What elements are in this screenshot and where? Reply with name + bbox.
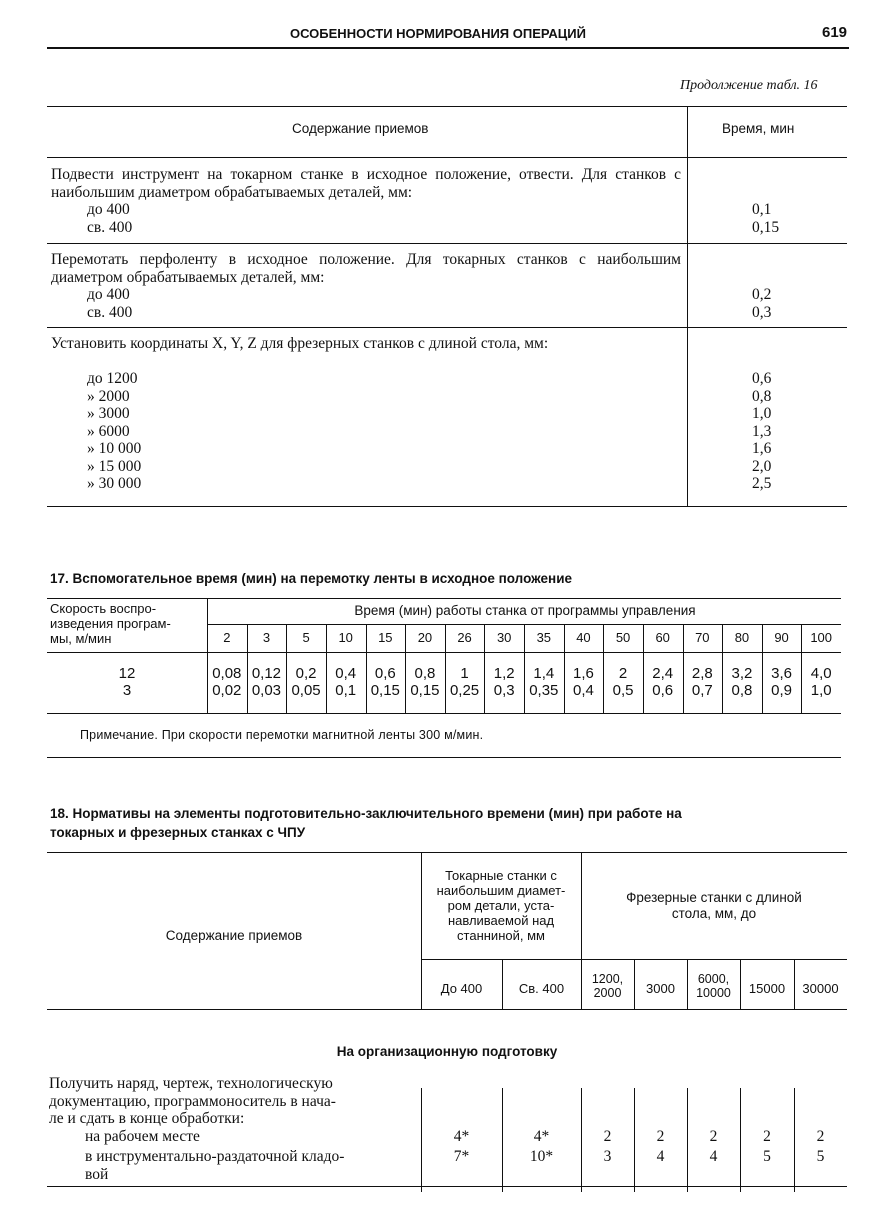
table18-subcolumn-divider — [794, 959, 795, 1009]
table18-top-rule — [47, 852, 847, 853]
table17-value-cell: 0,15 — [370, 682, 400, 699]
continuation-label: Продолжение табл. 16 — [680, 78, 818, 93]
table17-value-cell: 0,6 — [374, 665, 396, 682]
table17-value-cell: 0,2 — [295, 665, 317, 682]
table18-title-line1: 18. Нормативы на элементы подготовительно-заключительного времени (мин) при работе на — [50, 806, 682, 821]
table16-row-value: 1,6 — [752, 440, 772, 457]
table18-milling-header: Фрезерные станки с длиной стола, мм, до — [626, 890, 802, 921]
table16-group-text: Подвести инструмент на токарном станке в исходное положение, отвести. Для станков с наибольшим диаметром обрабатываемых деталей, мм: — [51, 166, 681, 201]
table17-value-cell: 3,2 — [731, 665, 753, 682]
table16-row-label: до 400 — [87, 201, 130, 218]
table17-note-rule — [47, 757, 841, 758]
table17-value-cell: 3,6 — [771, 665, 792, 682]
table17-value-cell: 2 — [618, 665, 628, 682]
table16-row-label: » 15 000 — [87, 458, 142, 475]
table18-value-cell: 10* — [529, 1148, 554, 1165]
table18-value-cell: 4 — [656, 1148, 665, 1165]
table17-column-header: 60 — [655, 630, 670, 645]
table18-section-title: На организационную подготовку — [336, 1044, 558, 1059]
table17-value-cell: 0,1 — [335, 682, 357, 699]
table18-value-cell: 4* — [533, 1128, 550, 1145]
table16-bottom-rule — [47, 506, 847, 507]
table16-row-label: св. 400 — [87, 219, 133, 236]
table16-row-label: » 3000 — [87, 405, 130, 422]
table16-group-text: Установить координаты X, Y, Z для фрезерных станков с длиной стола, мм: — [51, 335, 549, 352]
table18-value-cell: 2 — [656, 1128, 665, 1145]
table17-top-rule — [47, 598, 841, 599]
table17-row-speed: 12 — [118, 665, 136, 682]
table16-row-label: св. 400 — [87, 304, 133, 321]
table18-body-divider — [740, 1088, 741, 1192]
table17-speed-header: Скорость воспро- изведения програм- мы, м/мин — [50, 601, 171, 646]
table17-value-cell: 2,8 — [691, 665, 713, 682]
table17-column-header: 20 — [417, 630, 433, 645]
table16-row-value: 0,6 — [752, 370, 772, 387]
table17-column-header: 5 — [302, 630, 310, 645]
table18-value-cell: 2 — [603, 1128, 612, 1145]
table17-row-speed: 3 — [122, 682, 132, 699]
table18-header-content: Содержание приемов — [165, 928, 303, 943]
table17-value-cell: 0,15 — [410, 682, 440, 699]
table18-body-divider — [687, 1088, 688, 1192]
table17-column-header: 2 — [223, 630, 231, 645]
table18-body-divider — [581, 1088, 582, 1192]
table16-row-value: 0,1 — [752, 201, 772, 218]
table16-row-label: » 2000 — [87, 388, 130, 405]
table16-row-value: 0,8 — [752, 388, 772, 405]
table17-value-cell: 2,4 — [652, 665, 674, 682]
table18-value-cell: 4 — [709, 1148, 718, 1165]
table18-row-label: на рабочем месте — [85, 1128, 200, 1145]
table18-subcolumn-divider — [740, 959, 741, 1009]
table17-column-header: 80 — [734, 630, 750, 645]
table17-value-cell: 0,9 — [771, 682, 792, 699]
table16-row-value: 1,3 — [752, 423, 772, 440]
table17-value-cell: 0,7 — [691, 682, 713, 699]
table17-value-cell: 1,2 — [493, 665, 515, 682]
table18-value-cell: 5 — [816, 1148, 825, 1165]
table16-header-content: Содержание приемов — [292, 121, 429, 136]
table17-value-cell: 0,8 — [414, 665, 436, 682]
table18-subcolumn-divider — [502, 959, 503, 1009]
table18-subcolumn-header: До 400 — [440, 981, 483, 996]
table17-value-cell: 0,5 — [612, 682, 634, 699]
table18-turning-header: Токарные станки с наибольшим диамет- ром детали, уста- навливаемой над станниной, мм — [436, 868, 566, 943]
table18-header-rule — [47, 1009, 847, 1010]
table16-col-divider — [687, 106, 688, 507]
table18-body-divider — [634, 1088, 635, 1192]
table16-group-rule — [47, 243, 847, 244]
table18-subcolumn-header: 1200, 2000 — [591, 972, 624, 1000]
table17-column-header: 35 — [536, 630, 552, 645]
table16-row-label: » 6000 — [87, 423, 130, 440]
header-rule — [47, 47, 849, 49]
table17-value-cell: 0,05 — [291, 682, 321, 699]
table17-column-header: 10 — [338, 630, 353, 645]
table17-value-cell: 0,4 — [573, 682, 594, 699]
table17-value-cell: 4,0 — [810, 665, 832, 682]
table17-column-header: 3 — [262, 630, 271, 645]
table17-column-header: 90 — [774, 630, 789, 645]
table17-value-cell: 0,12 — [251, 665, 282, 682]
table16-top-rule — [47, 106, 847, 107]
table17-column-header: 30 — [496, 630, 512, 645]
table17-value-cell: 0,3 — [493, 682, 515, 699]
table18-body-divider — [794, 1088, 795, 1192]
table18-bottom-rule — [47, 1186, 847, 1187]
page-number: 619 — [822, 24, 848, 41]
table17-value-cell: 0,03 — [251, 682, 282, 699]
table18-subcolumn-header: 3000 — [646, 981, 675, 996]
table18-value-cell: 3 — [603, 1148, 612, 1165]
table16-row-value: 0,2 — [752, 286, 772, 303]
table17-value-cell: 0,4 — [335, 665, 357, 682]
table16-row-label: » 10 000 — [87, 440, 142, 457]
table16-row-value: 0,3 — [752, 304, 772, 321]
table18-subcolumn-divider — [581, 959, 582, 1009]
table17-time-header: Время (мин) работы станка от программы управления — [354, 603, 696, 618]
table17-value-cell: 0,35 — [529, 682, 559, 699]
table18-value-cell: 2 — [709, 1128, 718, 1145]
table16-group-rule — [47, 327, 847, 328]
table16-group-text: Перемотать перфоленту в исходное положение. Для токарных станков с наибольшим диаметром обрабатываемых деталей, мм: — [51, 251, 681, 286]
table16-row-value: 2,5 — [752, 475, 772, 492]
table18-value-cell: 2 — [816, 1128, 825, 1145]
table16-row-value: 0,15 — [752, 219, 780, 236]
table16-header-rule — [47, 157, 847, 158]
table17-value-cell: 1 — [460, 665, 469, 682]
table16-row-label: до 400 — [87, 286, 130, 303]
table17-note: Примечание. При скорости перемотки магнитной ленты 300 м/мин. — [80, 728, 484, 742]
table17-value-cell: 0,08 — [212, 665, 242, 682]
table18-value-cell: 2 — [763, 1128, 771, 1145]
table17-value-cell: 1,0 — [810, 682, 832, 699]
table18-body-divider — [502, 1088, 503, 1192]
table17-header-rule — [47, 652, 841, 653]
table16-row-label: до 1200 — [87, 370, 138, 387]
table16-row-value: 1,0 — [752, 405, 772, 422]
table17-column-header: 40 — [576, 630, 591, 645]
table18-subcolumn-divider — [687, 959, 688, 1009]
table18-subcolumn-header: Св. 400 — [518, 981, 565, 996]
table18-title-line2: токарных и фрезерных станках с ЧПУ — [50, 825, 306, 840]
table18-subcolumn-divider — [634, 959, 635, 1009]
table17-column-header: 15 — [378, 630, 393, 645]
table18-body-divider — [421, 1088, 422, 1192]
table18-row-label: в инструментально-раздаточной кладо- вой — [85, 1148, 345, 1183]
table18-subcolumn-header: 6000, 10000 — [696, 972, 731, 1000]
running-header-title: ОСОБЕННОСТИ НОРМИРОВАНИЯ ОПЕРАЦИЙ — [290, 26, 586, 41]
table17-column-header: 100 — [810, 630, 833, 645]
table17-value-cell: 0,02 — [212, 682, 242, 699]
table16-header-time: Время, мин — [722, 121, 795, 136]
table16-row-value: 2,0 — [752, 458, 772, 475]
table17-title: 17. Вспомогательное время (мин) на перемотку ленты в исходное положение — [50, 571, 572, 586]
table18-value-cell: 7* — [453, 1148, 470, 1165]
table18-value-cell: 4* — [453, 1128, 470, 1145]
table17-value-cell: 0,25 — [449, 682, 480, 699]
table17-bottom-rule — [47, 713, 841, 714]
table17-column-header: 50 — [615, 630, 631, 645]
table17-value-cell: 0,6 — [652, 682, 674, 699]
table17-column-header: 70 — [695, 630, 710, 645]
table17-value-cell: 1,4 — [533, 665, 555, 682]
table17-value-cell: 1,6 — [573, 665, 594, 682]
table18-item-text: Получить наряд, чертеж, технологическую документацию, программоноситель в нача- ле и сдать в конце обработки: — [49, 1075, 336, 1127]
table17-value-cell: 0,8 — [731, 682, 753, 699]
table16-row-label: » 30 000 — [87, 475, 142, 492]
table18-subcolumn-header: 30000 — [802, 981, 839, 996]
table17-column-header: 26 — [457, 630, 472, 645]
table18-subcolumn-header: 15000 — [748, 981, 786, 996]
table18-value-cell: 5 — [763, 1148, 771, 1165]
